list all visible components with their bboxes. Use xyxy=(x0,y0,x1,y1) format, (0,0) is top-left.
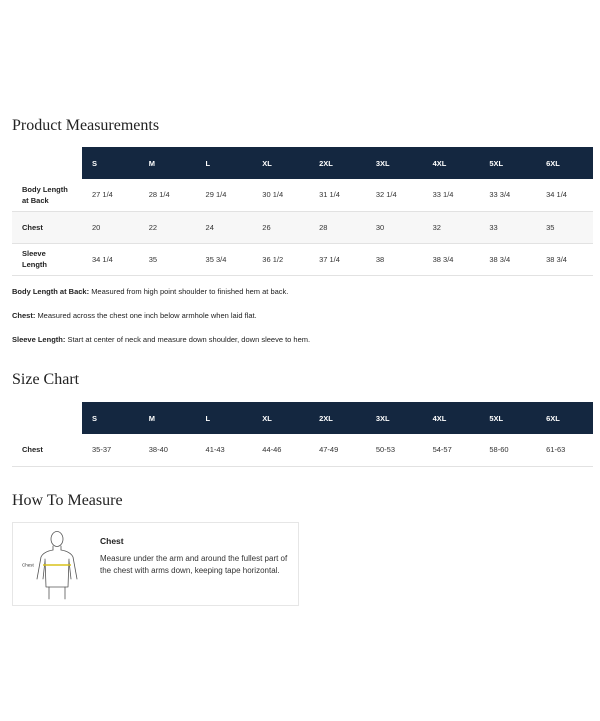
table-cell: 24 xyxy=(196,211,253,243)
size-header: XL xyxy=(252,147,309,179)
figure-legs xyxy=(49,587,65,599)
size-header: M xyxy=(139,147,196,179)
table-cell: 41-43 xyxy=(196,434,253,466)
row-label-line: Chest xyxy=(22,222,43,232)
size-header: 3XL xyxy=(366,402,423,434)
how-to-measure-title: How To Measure xyxy=(12,492,123,509)
table-cell: 33 3/4 xyxy=(479,179,536,211)
figure-label: Chest xyxy=(22,562,34,568)
note-term: Sleeve Length: xyxy=(12,335,66,344)
table-cell: 31 1/4 xyxy=(309,179,366,211)
table-cell: 54-57 xyxy=(423,434,480,466)
table-cell: 44-46 xyxy=(252,434,309,466)
table-row xyxy=(12,434,593,466)
table-cell: 36 1/2 xyxy=(252,243,309,275)
table-row xyxy=(12,179,593,211)
table-cell: 38 xyxy=(366,243,423,275)
table-cell: 33 xyxy=(479,211,536,243)
header-corner xyxy=(12,402,82,434)
size-chart-title: Size Chart xyxy=(12,371,80,388)
table-cell: 32 1/4 xyxy=(366,179,423,211)
size-header: 6XL xyxy=(536,147,593,179)
how-to-measure-card xyxy=(12,522,299,606)
table-cell: 34 1/4 xyxy=(536,179,593,211)
measurements-header-row xyxy=(12,147,593,179)
table-cell: 58-60 xyxy=(479,434,536,466)
row-label-line: at Back xyxy=(22,195,49,205)
table-cell: 47-49 xyxy=(309,434,366,466)
note-body-length xyxy=(12,287,288,296)
table-row xyxy=(12,211,593,243)
size-header: 4XL xyxy=(423,402,480,434)
note-text: Measured from high point shoulder to finished hem at back. xyxy=(91,287,289,296)
size-header: S xyxy=(82,147,139,179)
note-text: Measured across the chest one inch below armhole when laid flat. xyxy=(37,311,257,320)
figure-arms-inner xyxy=(43,561,71,579)
table-cell: 20 xyxy=(82,211,139,243)
table-cell: 38 3/4 xyxy=(536,243,593,275)
table-cell: 38-40 xyxy=(139,434,196,466)
row-label xyxy=(12,179,82,211)
row-label-line: Sleeve xyxy=(22,249,46,258)
how-to-heading: Chest xyxy=(100,536,124,546)
size-chart-table xyxy=(12,402,593,467)
table-cell: 26 xyxy=(252,211,309,243)
table-cell: 35-37 xyxy=(82,434,139,466)
note-sleeve-length xyxy=(12,335,310,344)
row-label xyxy=(12,243,82,275)
table-cell: 34 1/4 xyxy=(82,243,139,275)
size-header: 2XL xyxy=(309,147,366,179)
table-cell: 38 3/4 xyxy=(479,243,536,275)
row-label-line: Length xyxy=(22,260,47,269)
how-to-description: Measure under the arm and around the fullest part of the chest with arms down, keeping tape horizontal. xyxy=(100,554,288,575)
size-header: XL xyxy=(252,402,309,434)
table-cell: 28 xyxy=(309,211,366,243)
table-cell: 50-53 xyxy=(366,434,423,466)
table-cell: 33 1/4 xyxy=(423,179,480,211)
table-cell: 61-63 xyxy=(536,434,593,466)
measurements-table xyxy=(12,147,593,276)
size-header: 2XL xyxy=(309,402,366,434)
size-header: 5XL xyxy=(479,402,536,434)
table-cell: 35 xyxy=(139,243,196,275)
note-term: Body Length at Back: xyxy=(12,287,90,296)
size-header: 5XL xyxy=(479,147,536,179)
size-header: M xyxy=(139,402,196,434)
row-label-line: Body Length xyxy=(22,184,68,194)
note-term: Chest: xyxy=(12,311,36,320)
size-header: 6XL xyxy=(536,402,593,434)
size-header: 4XL xyxy=(423,147,480,179)
table-cell: 30 xyxy=(366,211,423,243)
table-cell: 32 xyxy=(423,211,480,243)
table-cell: 38 3/4 xyxy=(423,243,480,275)
figure-head xyxy=(51,532,63,547)
table-row xyxy=(12,243,593,275)
table-cell: 37 1/4 xyxy=(309,243,366,275)
size-chart-header-row xyxy=(12,402,593,434)
header-corner xyxy=(12,147,82,179)
size-header: S xyxy=(82,402,139,434)
table-cell: 35 3/4 xyxy=(196,243,253,275)
size-header: 3XL xyxy=(366,147,423,179)
table-cell: 29 1/4 xyxy=(196,179,253,211)
table-cell: 28 1/4 xyxy=(139,179,196,211)
table-cell: 22 xyxy=(139,211,196,243)
note-chest xyxy=(12,311,257,320)
measurements-title: Product Measurements xyxy=(12,117,160,134)
size-header: L xyxy=(196,402,253,434)
figure-torso xyxy=(45,559,69,587)
size-header: L xyxy=(196,147,253,179)
table-cell: 35 xyxy=(536,211,593,243)
row-label: Chest xyxy=(12,434,82,466)
body-measurement-illustration xyxy=(19,527,89,601)
note-text: Start at center of neck and measure down shoulder, down sleeve to hem. xyxy=(67,335,311,344)
row-label xyxy=(12,211,82,243)
table-cell: 27 1/4 xyxy=(82,179,139,211)
table-cell: 30 1/4 xyxy=(252,179,309,211)
